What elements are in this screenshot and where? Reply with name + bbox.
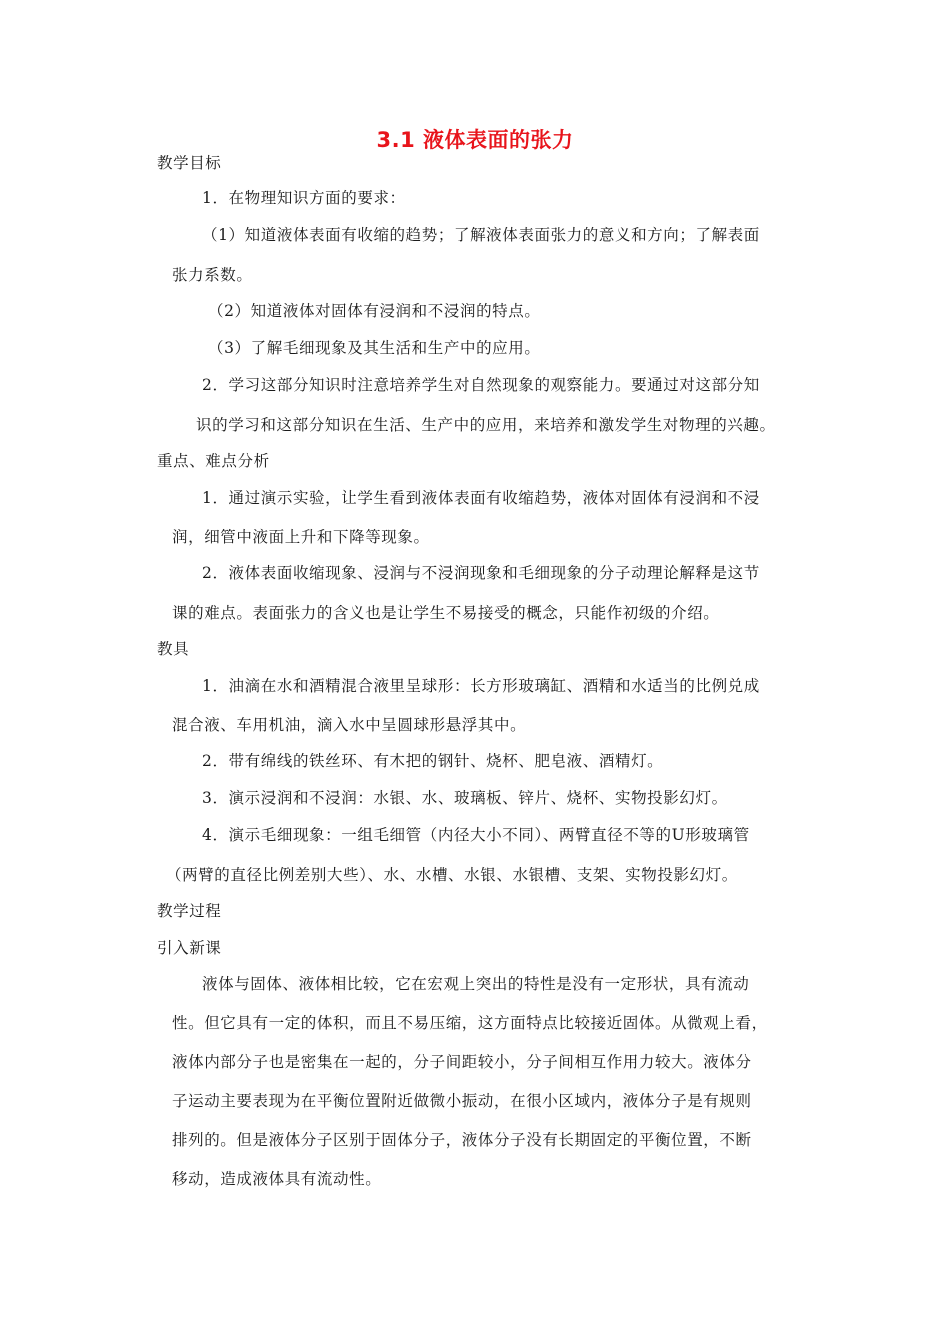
objective-subitem-1-line1: （1）知道液体表面有收缩的趋势；了解液体表面张力的意义和方向；了解表面 bbox=[202, 226, 760, 244]
intro-paragraph-line6: 移动，造成液体具有流动性。 bbox=[172, 1170, 382, 1188]
keypoint-item-2-line2: 课的难点。表面张力的含义也是让学生不易接受的概念，只能作初级的介绍。 bbox=[172, 604, 720, 622]
tool-item-3: 3．演示浸润和不浸润：水银、水、玻璃板、锌片、烧杯、实物投影幻灯。 bbox=[202, 789, 728, 807]
intro-paragraph-line3: 液体内部分子也是密集在一起的，分子间距较小，分子间相互作用力较大。液体分 bbox=[172, 1053, 752, 1071]
objective-item-2-line1: 2．学习这部分知识时注意培养学生对自然现象的观察能力。要通过对这部分知 bbox=[202, 376, 760, 394]
section-heading-objectives: 教学目标 bbox=[157, 154, 222, 172]
keypoint-item-2-line1: 2．液体表面收缩现象、浸润与不浸润现象和毛细现象的分子动理论解释是这节 bbox=[202, 564, 760, 582]
tool-item-4-line1: 4．演示毛细现象：一组毛细管（内径大小不同）、两臂直径不等的U形玻璃管 bbox=[202, 826, 750, 844]
tool-item-4-line2: （两臂的直径比例差别大些）、水、水槽、水银、水银槽、支架、实物投影幻灯。 bbox=[166, 866, 738, 884]
objective-subitem-2: （2）知道液体对固体有浸润和不浸润的特点。 bbox=[208, 302, 541, 320]
objective-subitem-3: （3）了解毛细现象及其生活和生产中的应用。 bbox=[208, 339, 541, 357]
intro-paragraph-line1: 液体与固体、液体相比较，它在宏观上突出的特性是没有一定形状，具有流动 bbox=[202, 975, 750, 993]
section-heading-process: 教学过程 bbox=[157, 902, 222, 920]
intro-paragraph-line2: 性。但它具有一定的体积，而且不易压缩，这方面特点比较接近固体。从微观上看， bbox=[172, 1014, 768, 1032]
keypoint-item-1-line2: 润，细管中液面上升和下降等现象。 bbox=[172, 528, 430, 546]
section-heading-tools: 教具 bbox=[157, 640, 190, 658]
subheading-intro: 引入新课 bbox=[157, 939, 222, 957]
objective-subitem-1-line2: 张力系数。 bbox=[172, 266, 253, 284]
section-heading-keypoints: 重点、难点分析 bbox=[157, 452, 270, 470]
objective-item-1: 1．在物理知识方面的要求： bbox=[202, 189, 406, 207]
tool-item-1-line2: 混合液、车用机油，滴入水中呈圆球形悬浮其中。 bbox=[172, 716, 527, 734]
tool-item-2: 2．带有绵线的铁丝环、有木把的钢针、烧杯、肥皂液、酒精灯。 bbox=[202, 752, 664, 770]
keypoint-item-1-line1: 1．通过演示实验，让学生看到液体表面有收缩趋势，液体对固体有浸润和不浸 bbox=[202, 489, 760, 507]
document-title: 3.1 液体表面的张力 bbox=[376, 128, 574, 152]
intro-paragraph-line5: 排列的。但是液体分子区别于固体分子，液体分子没有长期固定的平衡位置，不断 bbox=[172, 1131, 752, 1149]
intro-paragraph-line4: 子运动主要表现为在平衡位置附近做微小振动，在很小区域内，液体分子是有规则 bbox=[172, 1092, 752, 1110]
objective-item-2-line2: 识的学习和这部分知识在生活、生产中的应用，来培养和激发学生对物理的兴趣。 bbox=[196, 416, 776, 434]
tool-item-1-line1: 1．油滴在水和酒精混合液里呈球形：长方形玻璃缸、酒精和水适当的比例兑成 bbox=[202, 677, 760, 695]
